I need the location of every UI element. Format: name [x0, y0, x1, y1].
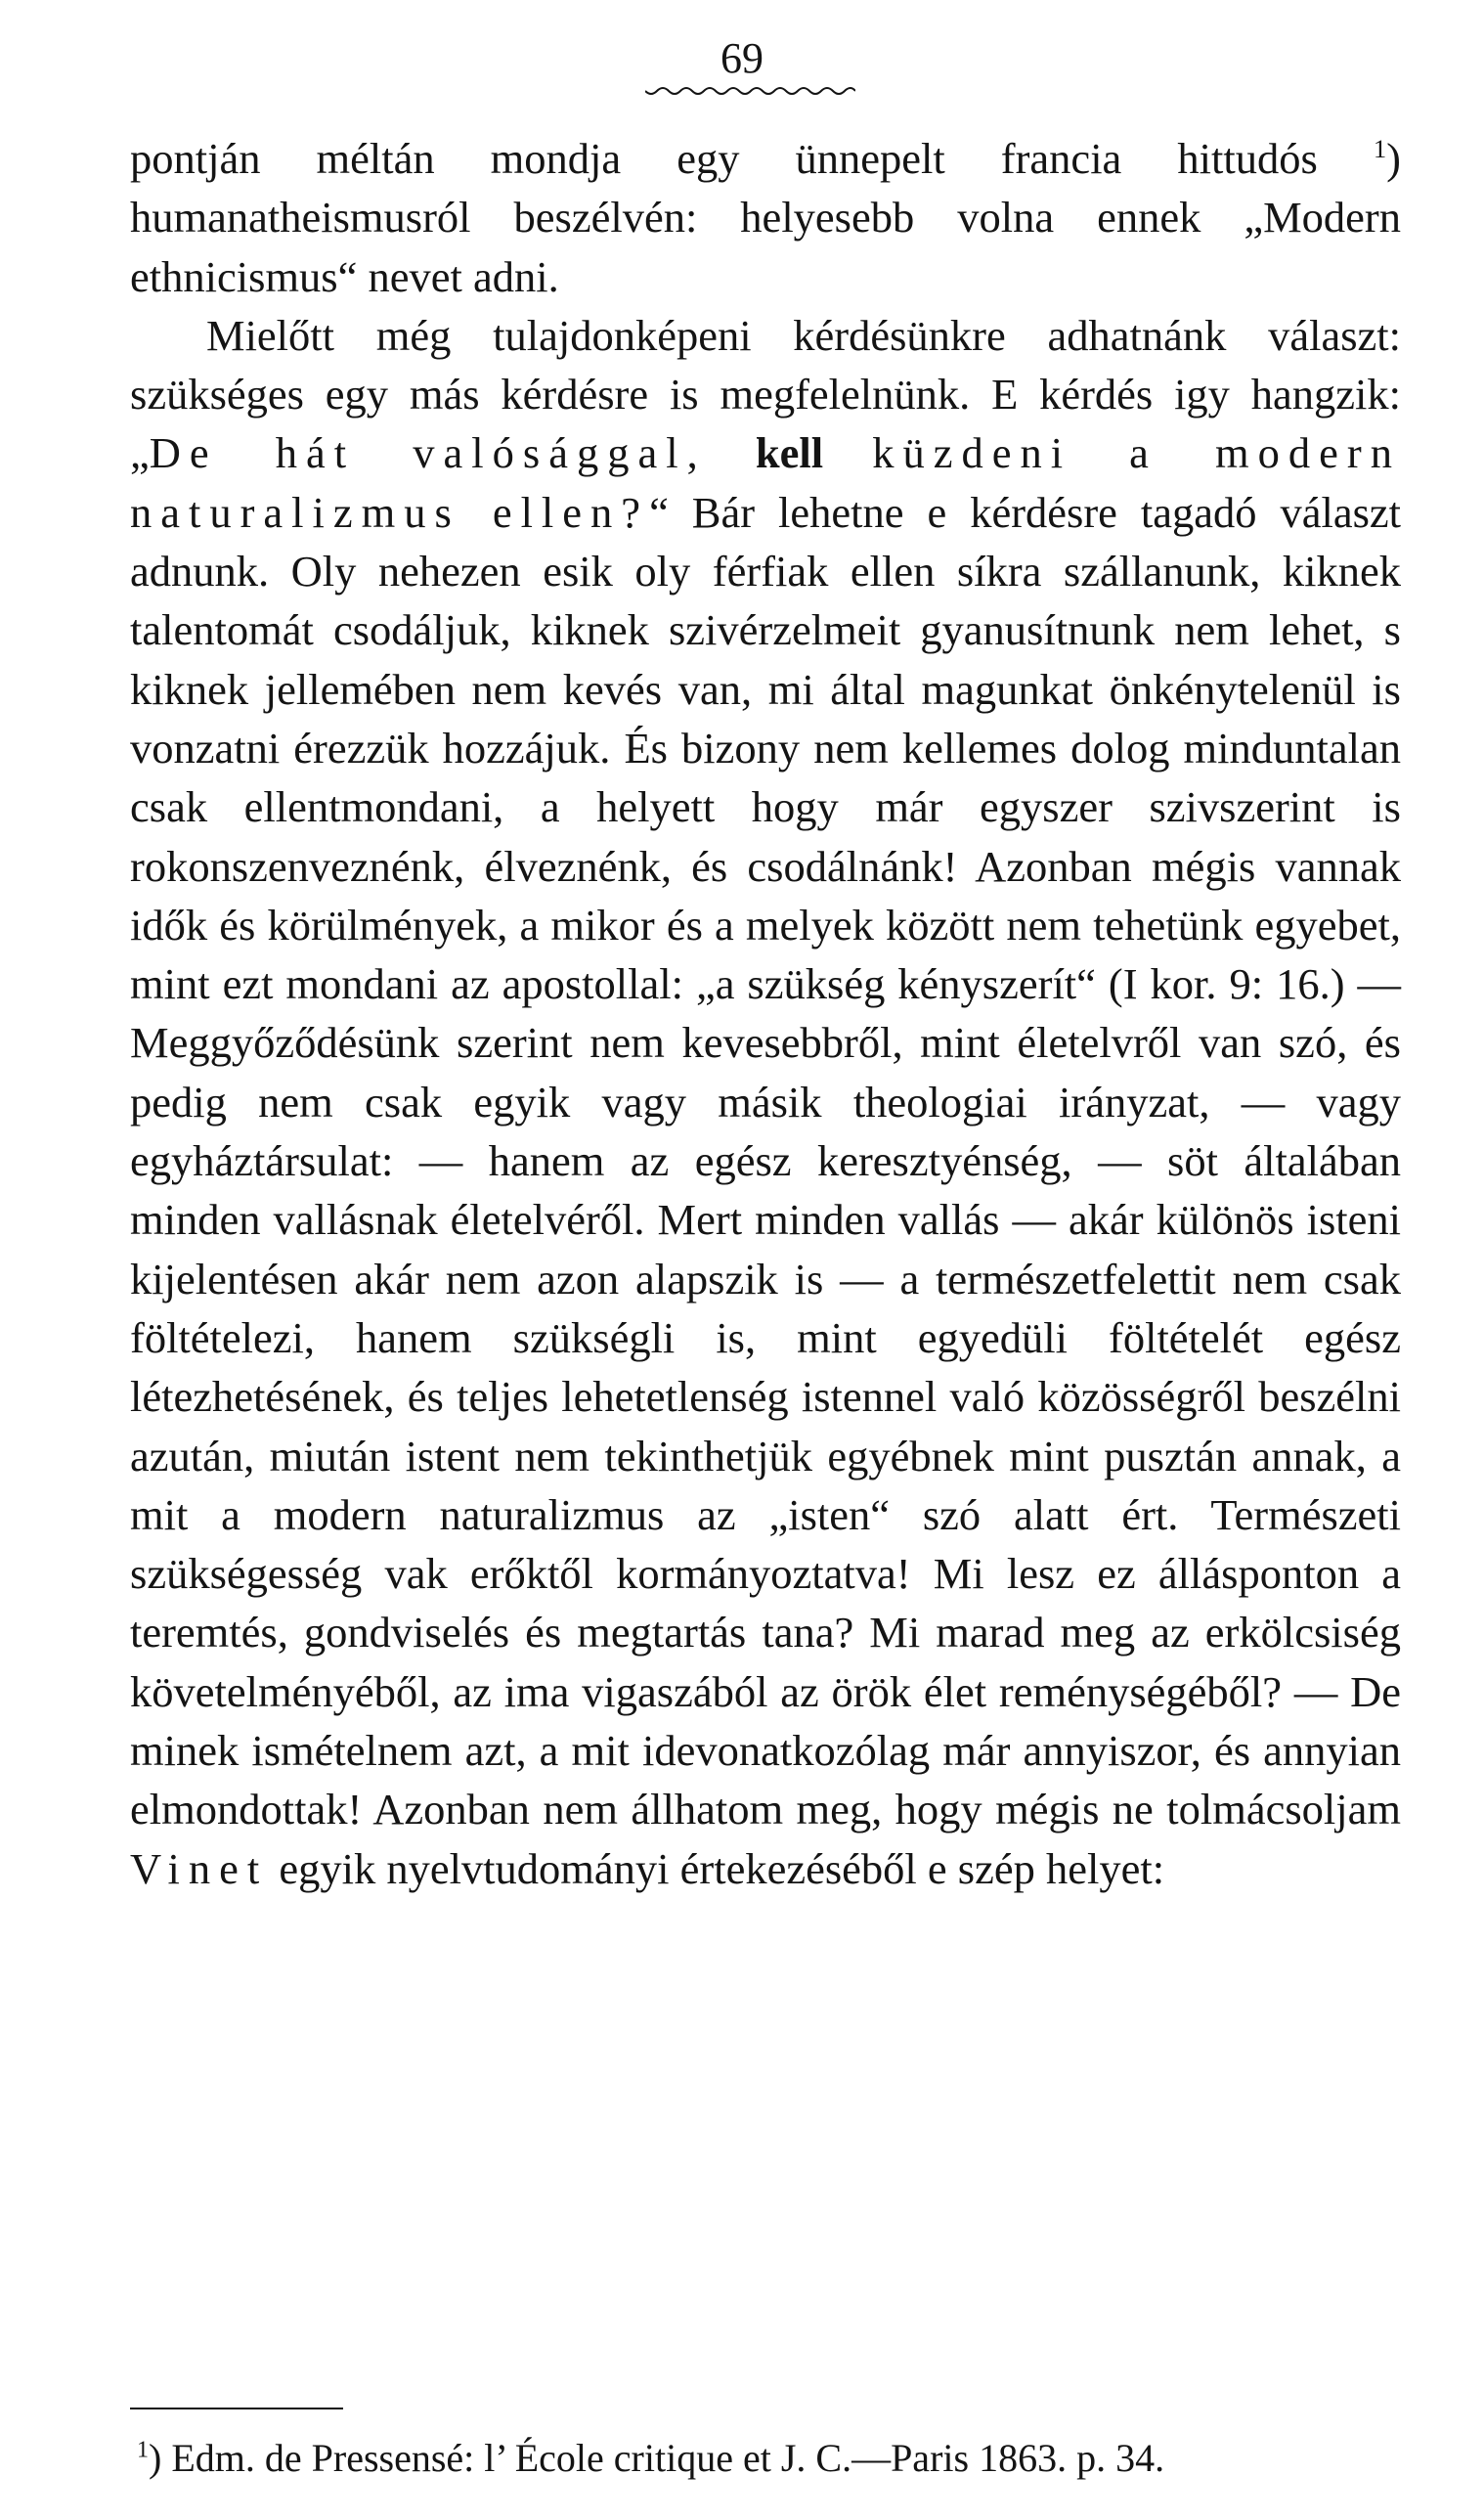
bold-emphasis: kell — [755, 428, 824, 478]
page-number-ornament — [645, 86, 855, 100]
footnote-reference: 1 — [1373, 134, 1387, 164]
spaced-emphasis-question: De hát valósággal, — [149, 428, 707, 478]
page-number: 69 — [720, 34, 764, 82]
paragraph-2 — [130, 306, 1401, 1898]
paragraph-2-end: egyik nyelvtudományi értekezéséből e szép helyet: — [279, 1843, 1165, 1893]
paragraph-1-continued: humanatheismusról beszélvén: helyesebb volna ennek „Modern ethnicismus“ nevet adni. — [130, 193, 1401, 301]
spaced-emphasis-name: Vinet — [130, 1843, 269, 1893]
paragraph-1: pontján méltán mondja egy ünnepelt francia hittudós $^1$) humanatheismusról beszélvén: helyesebb volna ennek „Modern ethnicismus“ nevet adni. — [130, 134, 1401, 301]
footnote-marker: 1 — [137, 2437, 149, 2463]
footnote-divider — [130, 2408, 343, 2409]
paragraph-2-continued: “ Bár lehetne e kérdésre tagadó választ adnunk. Oly nehezen esik oly férfiak ellen síkra szállanunk, kiknek talentomát csodáljuk, kiknek szivérzelmeit gyanusítnunk nem lehet, s kiknek jellemében nem kevés van, mi által magunkat önkénytelenül is vonzatni érezzük hozzájuk. És bizony nem kellemes dolog minduntalan csak ellentmondani, a helyett hogy már egyszer szivszerint is rokonszenveznénk, élveznénk, és csodálnánk! Azonban mégis vannak idők és körülmények, a mikor és a melyek között nem tehetünk egyebet, mint ezt mondani az apostollal: „a szükség kényszerít“ (I kor. 9: 16.) — Meggyőződésünk szerint nem kevesebbről, mint életelvről van szó, és pedig nem csak egyik vagy másik theologiai irányzat, — vagy egyháztársulat: — hanem az egész keresztyénség, — söt általában minden vallásnak életelvéről. Mert minden vallás — akár különös isteni kijelentésen akár nem azon alapszik is — a természetfelettit nem csak föltételezi, hanem szükségli is, mint egyedüli föltételét egész létezhetésének, és teljes lehetetlenség istennel való közösségről beszélni azután, miután istent nem tekinthetjük egyébnek mint pusztán annak, a mit a modern naturalizmus az „isten“ szó alatt ért. Természeti szükségesség vak erőktől kormányoztatva! Mi lesz ez állásponton a teremtés, gondviselés és megtartás tana? Mi marad meg az erkölcsiség követelményéből, az ima vigaszából az örök élet reménységéből? — De minek ismételnem azt, a mit idevonatkozólag már annyiszor, és annyian elmondottak! Azonban nem állhatom meg, hogy mégis ne tolmácsoljam — [130, 487, 1402, 1834]
paragraph-2-text: Mielőtt még tulajdonképeni kérdésünkre adhatnánk választ: szükséges egy más kérdésre is megfelelnünk. E kérdés igy hangzik: „ — [130, 310, 1401, 478]
footnote — [137, 2435, 1408, 2482]
footnote-text: ) Edm. de Pressensé: l’ École critique et J. C.—Paris 1863. p. 34. — [149, 2436, 1165, 2480]
paragraph-1-text: pontján méltán mondja egy ünnepelt francia hittudós — [130, 134, 1318, 183]
spaced-emphasis-question-end: küzdeni a modern naturalizmus ellen? — [130, 428, 1401, 537]
body-text — [130, 129, 1401, 1898]
